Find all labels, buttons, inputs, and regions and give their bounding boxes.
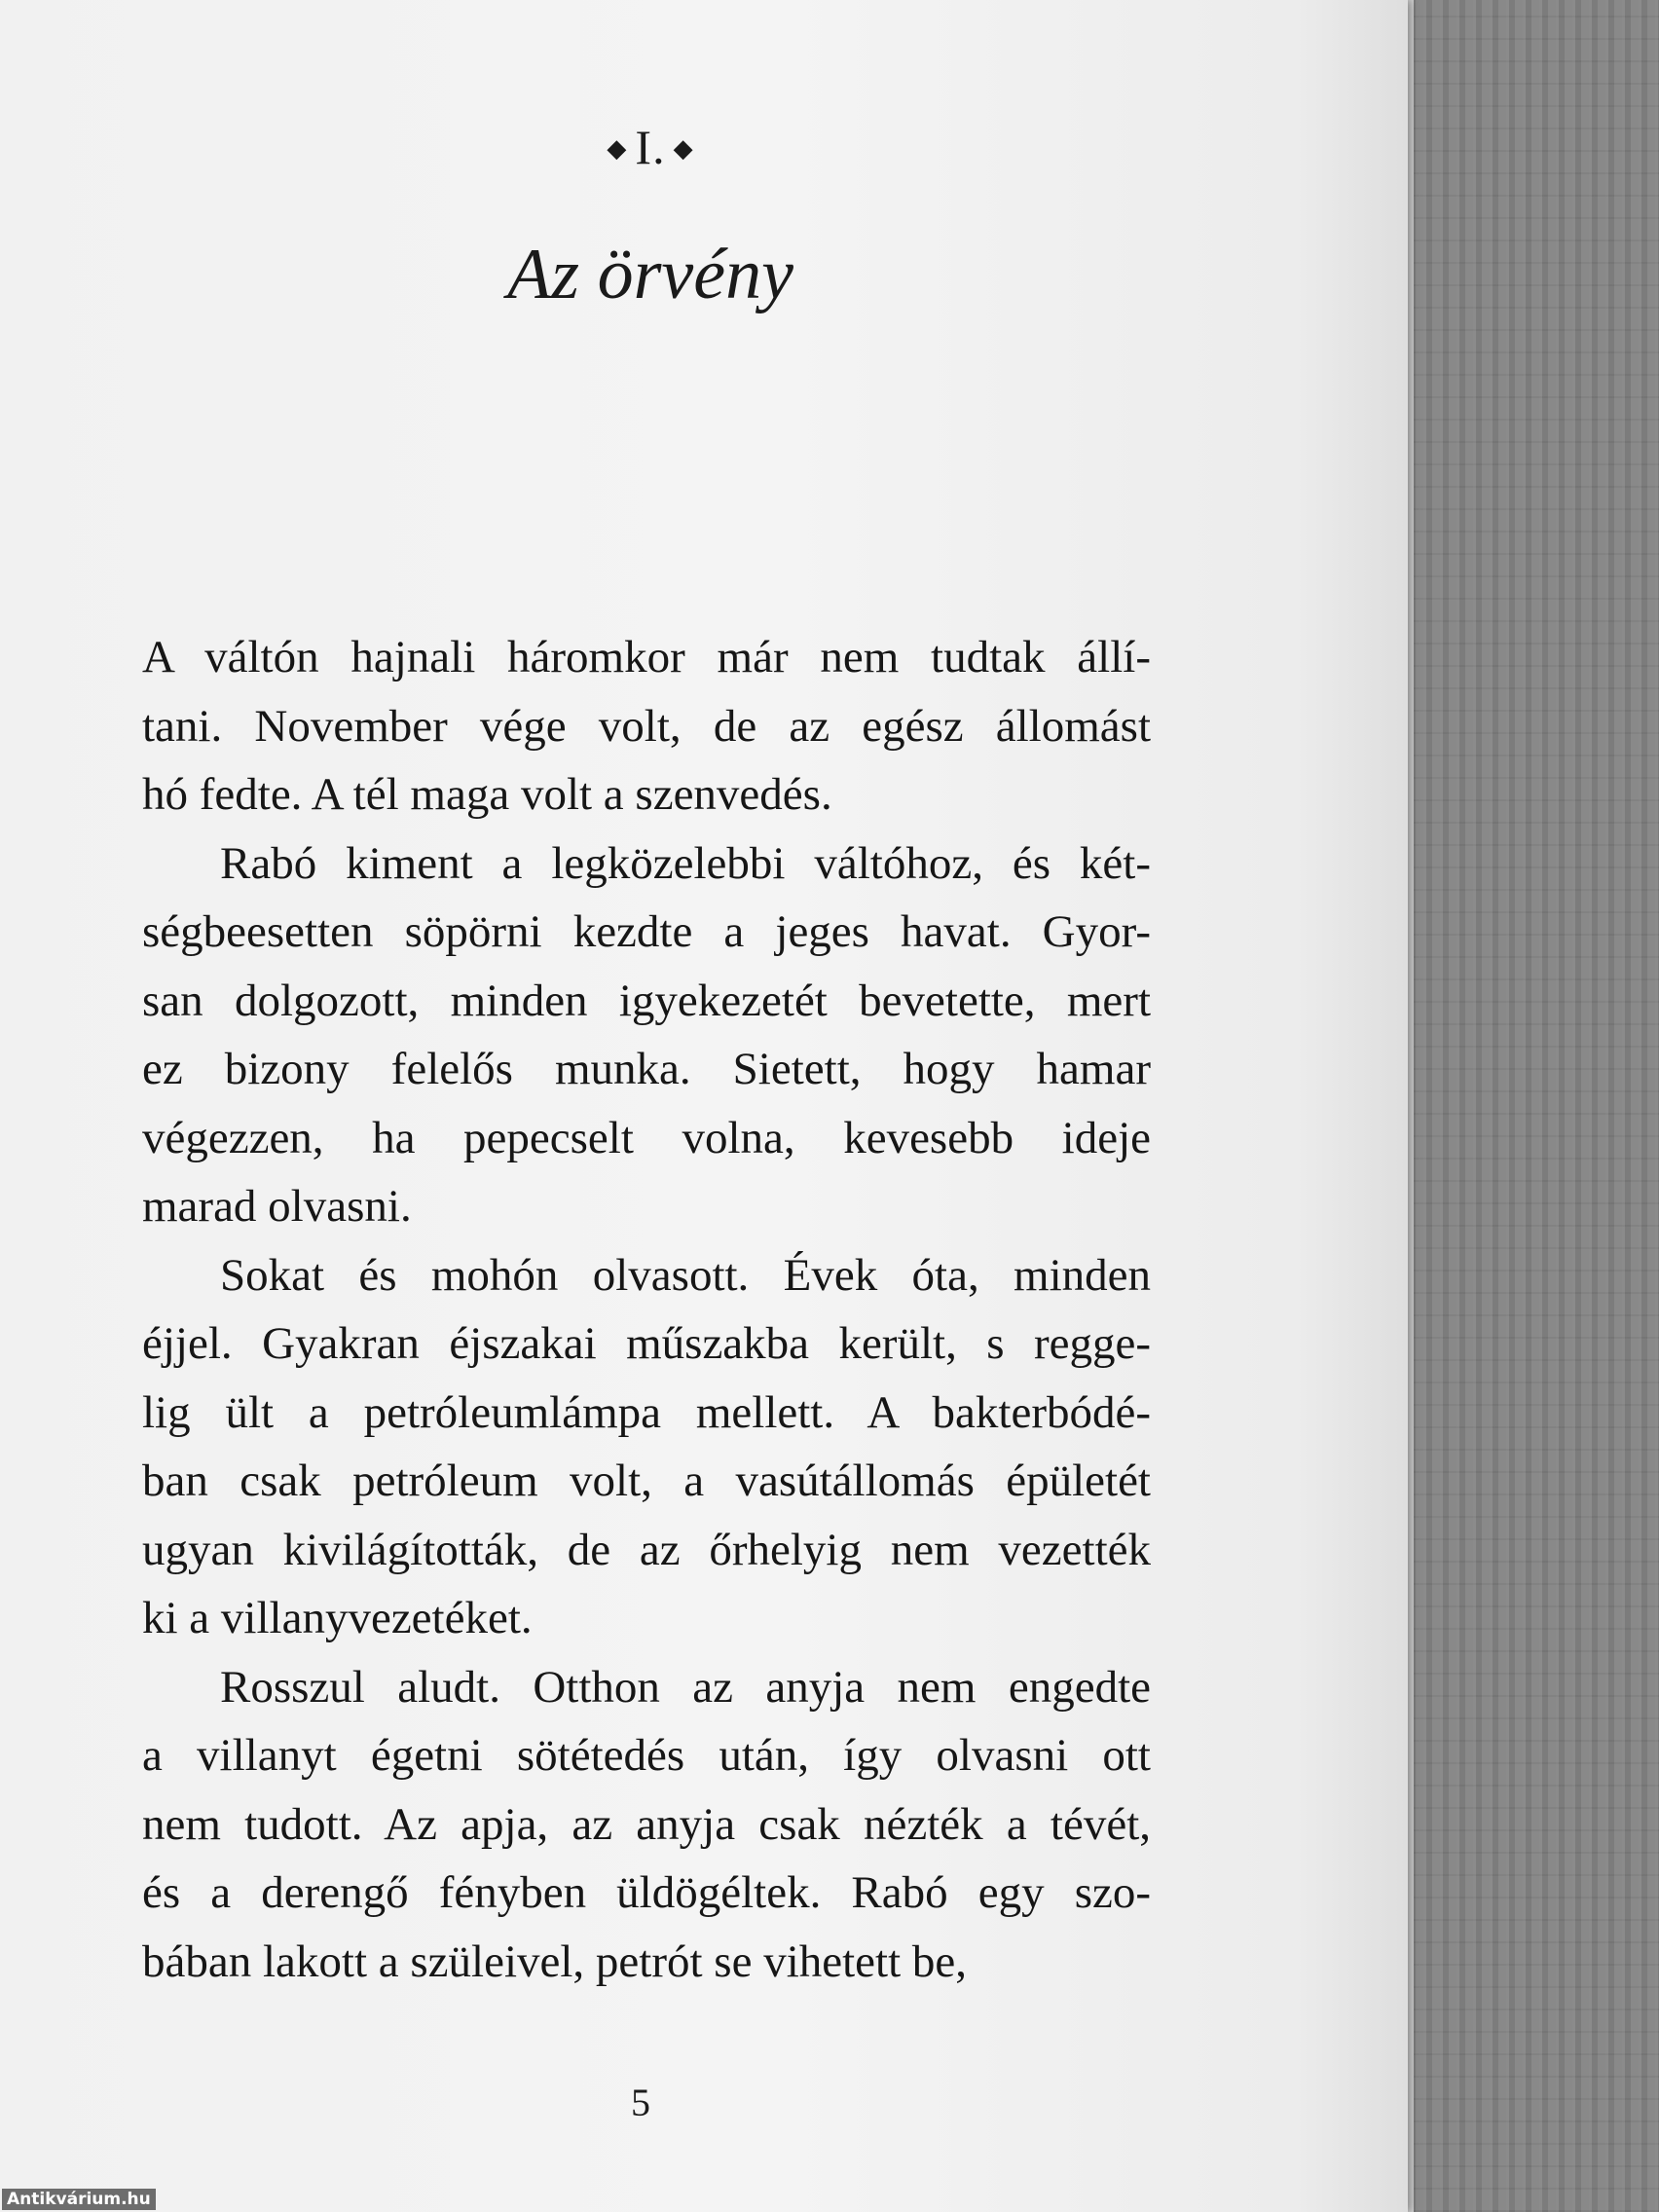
text-line: Sokat és mohón olvasott. Évek óta, minden [220, 1249, 1151, 1301]
page-number: 5 [631, 2081, 650, 2124]
text-line: és a derengő fényben üldögéltek. Rabó egy szo- [142, 1867, 1151, 1918]
diamond-ornament-icon: ◆ [673, 133, 694, 163]
chapter-numeral: I. [635, 120, 666, 174]
text-line: éjjel. Gyakran éjszakai műszakba került, s regge- [142, 1318, 1151, 1369]
text-line: ugyan kivilágították, de az őrhelyig nem vezették [142, 1524, 1151, 1575]
text-line: ségbeesetten söpörni kezdte a jeges havat. Gyor- [142, 906, 1151, 957]
text-line: tani. November vége volt, de az egész állomást [142, 700, 1151, 752]
text-line: nem tudott. Az apja, az anyja csak nézték a tévét, [142, 1798, 1151, 1850]
text-line: végezzen, ha pepecselt volna, kevesebb ideje [142, 1112, 1151, 1163]
text-line: A váltón hajnali háromkor már nem tudtak állí- [142, 632, 1151, 682]
text-line: hó fedte. A tél maga volt a szenvedés. [142, 769, 832, 820]
text-line: ban csak petróleum volt, a vasútállomás épületét [142, 1456, 1151, 1506]
text-line: Rabó kiment a legközelebbi váltóhoz, és két- [220, 837, 1151, 889]
text-line: san dolgozott, minden igyekezetét bevetette, mert [142, 975, 1151, 1026]
text-line: ki a villanyvezetéket. [142, 1593, 533, 1643]
paragraph [142, 830, 1151, 1241]
watermark: Antikvárium.hu [2, 2189, 156, 2210]
text-line: a villanyt égetni sötétedés után, így olvasni ott [142, 1730, 1151, 1781]
text-line: marad olvasni. [142, 1181, 412, 1232]
text-line: Rosszul aludt. Otthon az anyja nem engedte [220, 1661, 1151, 1713]
paragraph [142, 623, 1151, 830]
chapter-number [0, 119, 1301, 175]
paragraph [142, 1653, 1151, 1997]
diamond-ornament-icon: ◆ [607, 133, 628, 163]
text-line: lig ült a petróleumlámpa mellett. A bakterbódé- [142, 1386, 1151, 1438]
paragraph [142, 1241, 1151, 1653]
body-text [142, 623, 1151, 1996]
text-line: bában lakott a szüleivel, petrót se vihetett be, [142, 1936, 968, 1987]
text-line: ez bizony felelős munka. Sietett, hogy hamar [142, 1044, 1151, 1094]
chapter-title: Az örvény [507, 235, 793, 314]
